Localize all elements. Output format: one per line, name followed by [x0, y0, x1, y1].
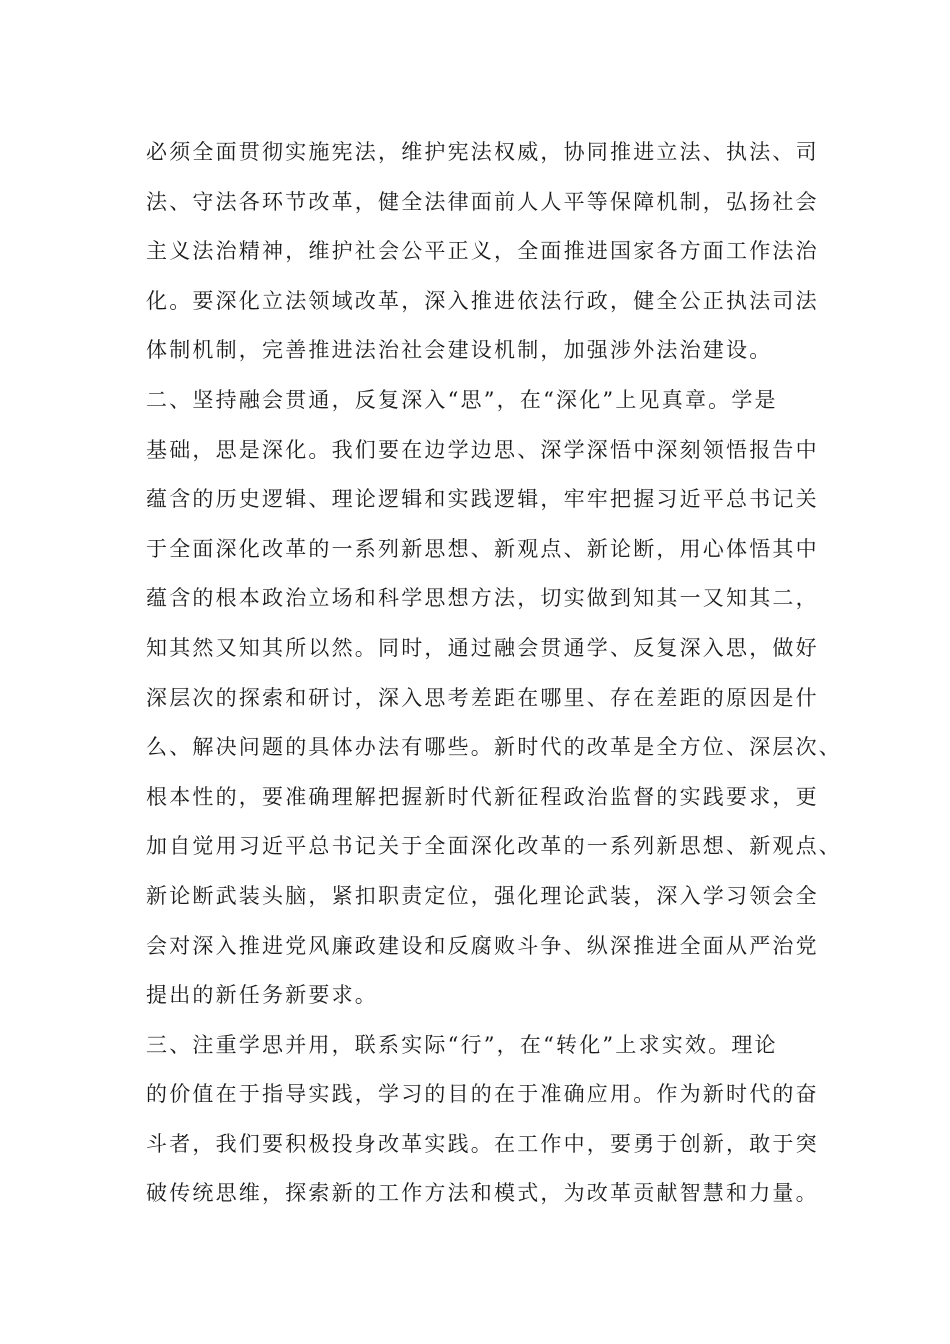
text-line: 必须全面贯彻实施宪法，维护宪法权威，协同推进立法、执法、司 — [146, 140, 819, 164]
text-line: 蕴含的历史逻辑、理论逻辑和实践逻辑，牢牢把握习近平总书记关 — [146, 487, 819, 512]
text-line: 提出的新任务新要求。 — [146, 983, 378, 1008]
text-line: 主义法治精神，维护社会公平正义，全面推进国家各方面工作法治 — [146, 239, 819, 264]
text-line: 深层次的探索和研讨，深入思考差距在哪里、存在差距的原因是什 — [146, 685, 819, 710]
text-line: 加自觉用习近平总书记关于全面深化改革的一系列新思想、新观点、 — [146, 834, 842, 859]
text-line: 知其然又知其所以然。同时，通过融会贯通学、反复深入思，做好 — [146, 635, 819, 660]
text-line: 于全面深化改革的一系列新思想、新观点、新论断，用心体悟其中 — [146, 536, 819, 561]
text-line: 新论断武装头脑，紧扣职责定位，强化理论武装，深入学习领会全 — [146, 883, 819, 908]
text-line: 化。要深化立法领域改革，深入推进依法行政，健全公正执法司法 — [146, 288, 819, 313]
text-line: 的价值在于指导实践，学习的目的在于准确应用。作为新时代的奋 — [146, 1082, 819, 1107]
text-line: 法、守法各环节改革，健全法律面前人人平等保障机制，弘扬社会 — [146, 189, 819, 214]
section-heading-line: 二、坚持融会贯通，反复深入“思”，在“深化”上见真章。学是 — [146, 387, 778, 412]
document-body — [146, 128, 842, 1219]
text-line: 体制机制，完善推进法治社会建设机制，加强涉外法治建设。 — [146, 338, 773, 363]
text-line: 会对深入推进党风廉政建设和反腐败斗争、纵深推进全面从严治党 — [146, 933, 819, 958]
text-line: 基础，思是深化。我们要在边学边思、深学深悟中深刻领悟报告中 — [146, 437, 819, 462]
text-line: 蕴含的根本政治立场和科学思想方法，切实做到知其一又知其二， — [146, 586, 819, 611]
text-line: 么、解决问题的具体办法有哪些。新时代的改革是全方位、深层次、 — [146, 735, 842, 760]
text-line: 破传统思维，探索新的工作方法和模式，为改革贡献智慧和力量。 — [146, 1181, 819, 1206]
text-line: 斗者，我们要积极投身改革实践。在工作中，要勇于创新，敢于突 — [146, 1131, 819, 1156]
section-heading-line: 三、注重学思并用，联系实际“行”，在“转化”上求实效。理论 — [146, 1032, 778, 1057]
text-line: 根本性的，要准确理解把握新时代新征程政治监督的实践要求，更 — [146, 784, 819, 809]
